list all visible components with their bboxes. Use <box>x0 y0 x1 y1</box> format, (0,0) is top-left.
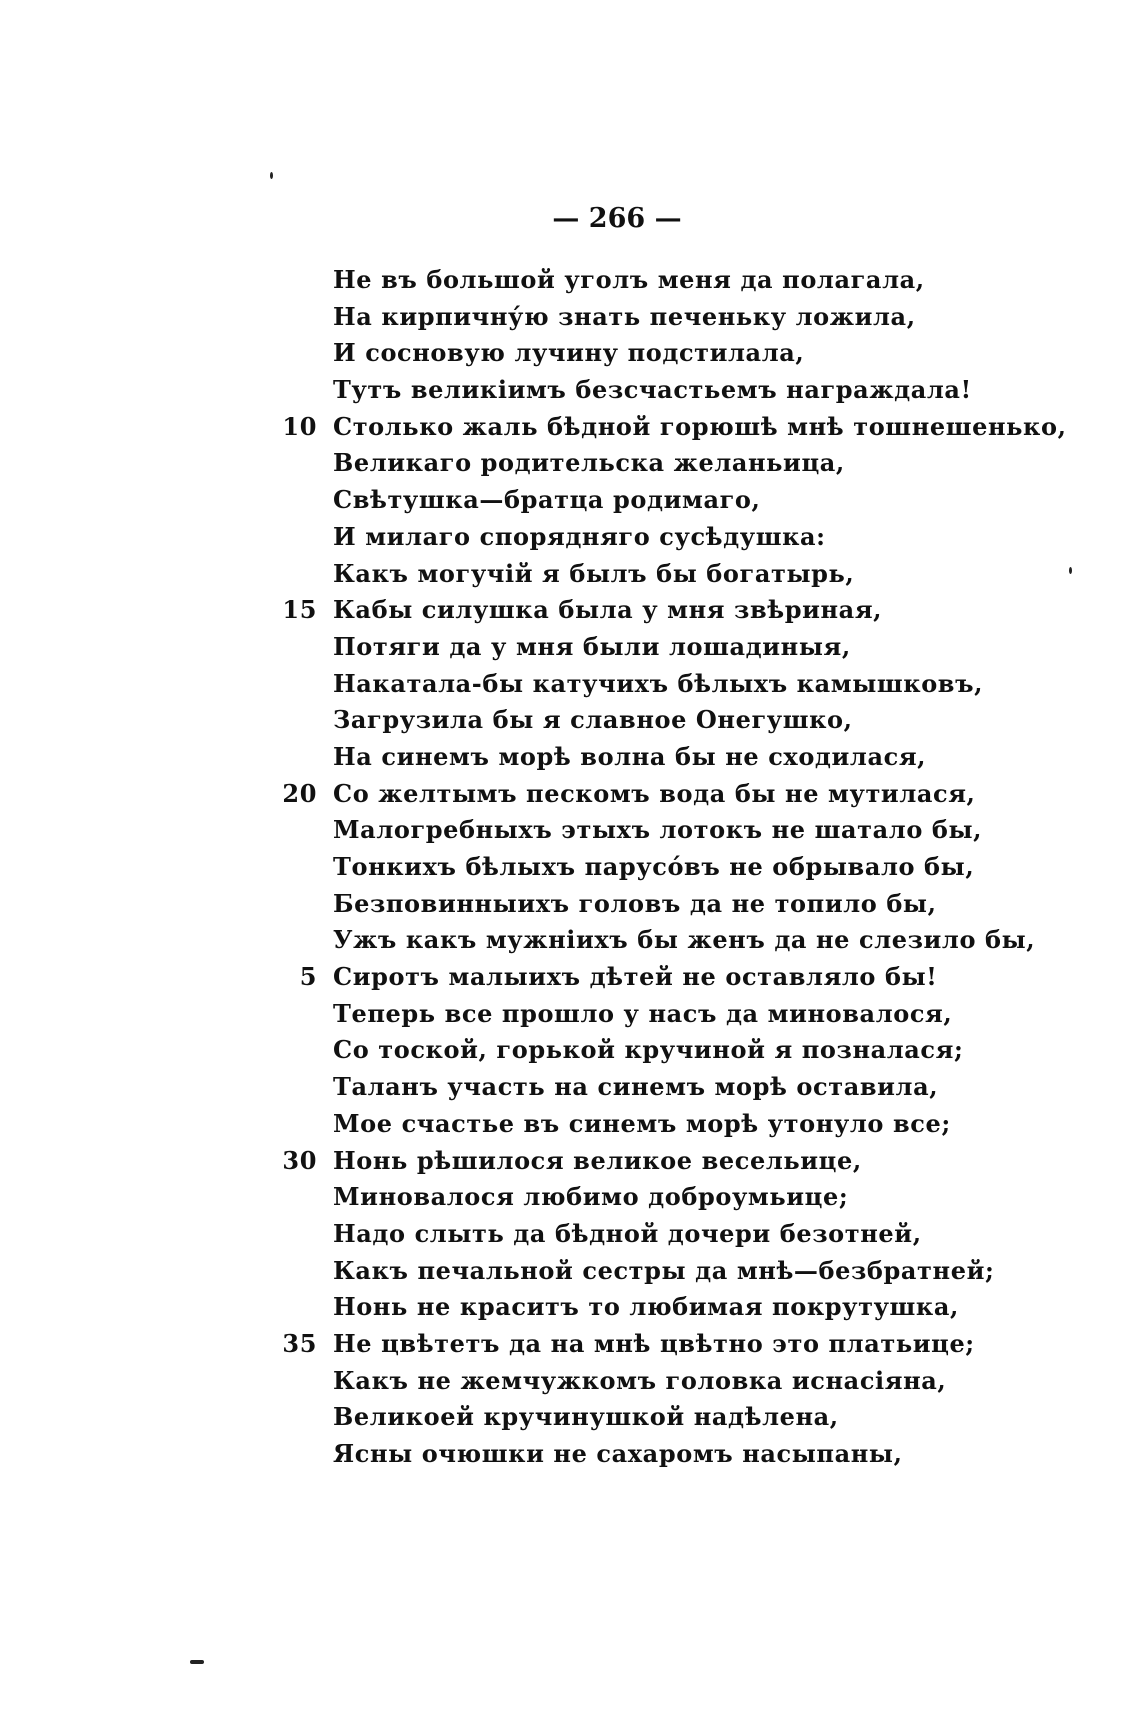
poem-line <box>255 262 1075 299</box>
poem-line <box>255 1363 1075 1400</box>
poem-line <box>255 849 1075 886</box>
poem-line <box>255 739 1075 776</box>
line-text: Не въ большой уголъ меня да полагала, <box>333 265 925 294</box>
poem-line <box>255 519 1075 556</box>
line-text: Потяги да у мня были лошадиныя, <box>333 631 851 661</box>
line-text: Не цвѣтетъ да на мнѣ цвѣтно это платьице; <box>333 1328 975 1358</box>
poem-line <box>255 922 1075 959</box>
poem-line <box>255 776 1075 813</box>
line-text: И милаго спорядняго сусѣдушка: <box>333 521 826 551</box>
line-text: На синемъ морѣ волна бы не сходилася, <box>333 741 927 771</box>
line-text: Таланъ участь на синемъ морѣ оставила, <box>333 1072 939 1102</box>
scan-speck <box>1069 567 1072 574</box>
line-text: Со тоской, горькой кручиной я познaлася; <box>333 1035 964 1065</box>
scan-speck <box>190 1660 204 1664</box>
line-text: Мое счастье въ синемъ морѣ утонуло все; <box>333 1108 951 1138</box>
line-number: 30 <box>282 1145 317 1175</box>
line-text: Великоей кручинушкой надѣлена, <box>333 1402 839 1432</box>
line-text: Великаго родительска желаньица, <box>333 448 845 478</box>
poem-text <box>255 262 1075 1473</box>
line-number: 10 <box>282 411 317 441</box>
poem-line <box>255 1326 1075 1363</box>
line-text: Со желтымъ пескомъ вода бы не мутилася, <box>333 778 976 808</box>
poem-line <box>255 1216 1075 1253</box>
poem-line <box>255 886 1075 923</box>
poem-line <box>255 1436 1075 1473</box>
poem-line <box>255 299 1075 336</box>
line-text: Кабы силушка была у мня звѣриная, <box>333 595 883 625</box>
line-text: Тонкихъ бѣлыхъ парусо́въ не обрывало бы, <box>333 852 975 881</box>
line-text: Надо слыть да бѣдной дочери безотней, <box>333 1218 922 1248</box>
poem-line <box>255 1032 1075 1069</box>
line-text: Безповинныихъ головъ да не топило бы, <box>333 888 937 918</box>
line-text: Загрузила бы я славное Онегушко, <box>333 705 853 735</box>
line-text: Теперь все прошло у насъ да миновалося, <box>333 998 953 1028</box>
poem-line <box>255 1253 1075 1290</box>
line-text: Ясны очюшки не сахаромъ насыпаны, <box>333 1439 903 1468</box>
poem-line <box>255 1399 1075 1436</box>
poem-line <box>255 409 1075 446</box>
scan-speck <box>270 172 273 179</box>
line-text: Какъ печальной сестры да мнѣ—безбратней; <box>333 1255 995 1285</box>
line-text: Какъ могучій я былъ бы богатырь, <box>333 558 855 588</box>
poem-line <box>255 1179 1075 1216</box>
poem-line <box>255 959 1075 996</box>
line-text: На кирпичну́ю знать печеньку ложила, <box>333 301 916 331</box>
line-text: Нонь рѣшилося великое весельице, <box>333 1145 862 1175</box>
line-text: Малогребныхъ этыхъ лотокъ не шатало бы, <box>333 815 983 845</box>
line-text: Свѣтушка—братца родимаго, <box>333 485 761 515</box>
poem-line <box>255 702 1075 739</box>
poem-line <box>255 1289 1075 1326</box>
line-number: 5 <box>299 962 317 992</box>
line-text: Миновалося любимо доброумьице; <box>333 1182 849 1212</box>
line-text: Нонь не краситъ то любимая покрутушка, <box>333 1292 959 1322</box>
line-text: И сосновую лучину подстилала, <box>333 338 805 368</box>
line-text: Столько жаль бѣдной горюшѣ мнѣ тошнешенько, <box>333 411 1067 441</box>
poem-line <box>255 556 1075 593</box>
poem-line <box>255 812 1075 849</box>
poem-line <box>255 592 1075 629</box>
line-text: Сиротъ малыихъ дѣтей не оставляло бы! <box>333 962 938 992</box>
page-number: — 266 — <box>552 203 682 234</box>
line-number: 35 <box>282 1328 317 1358</box>
poem-line <box>255 1106 1075 1143</box>
poem-line <box>255 335 1075 372</box>
poem-line <box>255 666 1075 703</box>
poem-line <box>255 372 1075 409</box>
line-text: Накатала-бы катучихъ бѣлыхъ камышковъ, <box>333 668 984 698</box>
poem-line <box>255 1069 1075 1106</box>
line-text: Какъ не жемчужкомъ головка иснасіяна, <box>333 1365 947 1395</box>
line-number: 20 <box>282 778 317 808</box>
line-text: Тутъ великіимъ безсчастьемъ награждала! <box>333 375 972 405</box>
poem-line <box>255 629 1075 666</box>
poem-line <box>255 996 1075 1033</box>
line-number: 15 <box>282 595 317 625</box>
poem-line <box>255 482 1075 519</box>
line-text: Ужъ какъ мужніихъ бы женъ да не слезило бы, <box>333 925 1036 955</box>
poem-line <box>255 445 1075 482</box>
poem-line <box>255 1143 1075 1180</box>
